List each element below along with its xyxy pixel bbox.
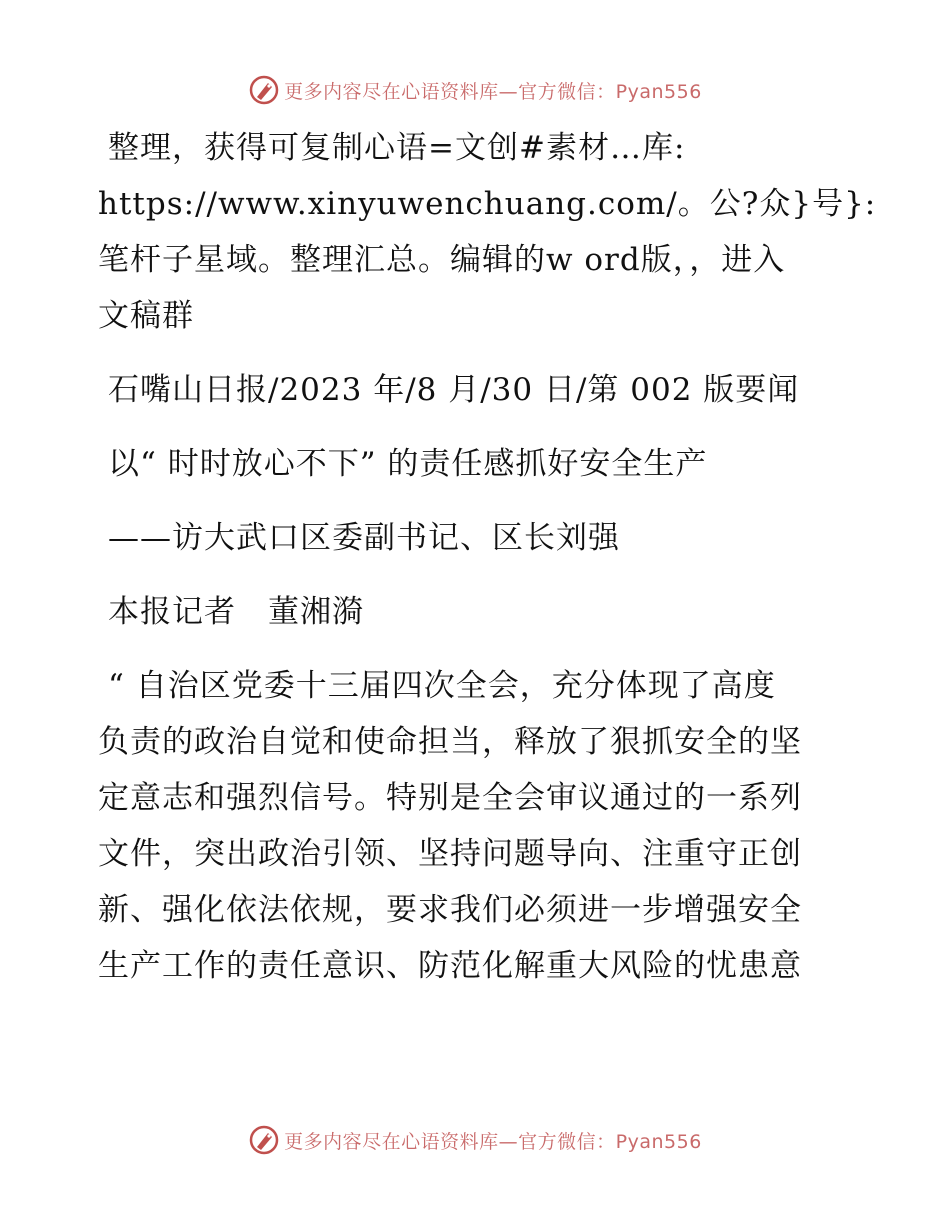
article-title: 以“ 时时放心不下” 的责任感抓好安全生产: [108, 446, 708, 482]
article-subtitle: ——访大武口区委副书记、区长刘强: [108, 520, 620, 556]
footer-watermark-text: 更多内容尽在心语资料库—官方微信：Pyan556: [284, 1130, 702, 1153]
body-line-4: 文件，突出政治引领、坚持问题导向、注重守正创: [98, 836, 802, 872]
body-line-5: 新、强化依法依规，要求我们必须进一步增强安全: [98, 892, 802, 928]
body-line-6: 生产工作的责任意识、防范化解重大风险的忧患意: [98, 948, 802, 984]
article-source: 石嘴山日报/2023 年/8 月/30 日/第 002 版要闻: [108, 372, 800, 408]
footer-watermark-banner: [0, 1120, 950, 1160]
article-byline: 本报记者 董湘漪: [108, 594, 364, 630]
intro-line-1: 整理，获得可复制心语=文创#素材…库:: [108, 130, 686, 166]
header-watermark-banner: [0, 70, 950, 110]
article-body: [98, 658, 858, 994]
header-watermark-text: 更多内容尽在心语资料库—官方微信：Pyan556: [284, 80, 702, 103]
intro-line-4: 文稿群: [98, 298, 194, 334]
body-line-3: 定意志和强烈信号。特别是全会审议通过的一系列: [98, 780, 802, 816]
document-body: [98, 120, 877, 994]
intro-line-3: 笔杆子星域。整理汇总。编辑的w ord版，，进入: [98, 242, 786, 278]
body-line-2: 负责的政治自觉和使命担当，释放了狠抓安全的坚: [98, 724, 802, 760]
pen-nib-logo-icon: [248, 1124, 280, 1156]
intro-line-2: https://www.xinyuwenchuang.com/。公?众}号}:: [98, 186, 877, 222]
pen-nib-logo-icon: [248, 74, 280, 106]
body-line-1: “ 自治区党委十三届四次全会，充分体现了高度: [108, 668, 776, 704]
